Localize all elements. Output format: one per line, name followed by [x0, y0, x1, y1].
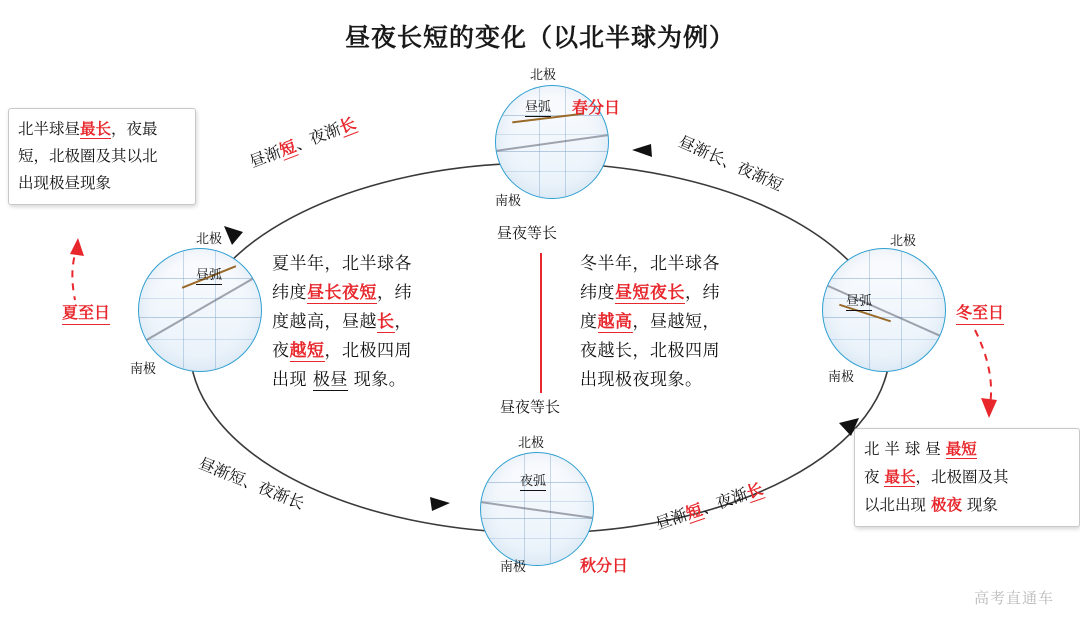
paragraph-winter-line-5: 出现极夜现象。: [580, 370, 703, 390]
paragraph-winter-line-3: 度越高，昼越短，: [580, 312, 720, 332]
label-summer-solstice: 夏至日: [62, 300, 110, 325]
callout-summer-solstice: [8, 108, 196, 205]
globe-winter-south-pole-label: 南极: [828, 370, 855, 385]
arrow-summer-callout: [72, 245, 78, 300]
globe-autumn-south-pole-label: 南极: [500, 560, 527, 575]
callout-summer-line-3: 出现极昼现象: [18, 174, 112, 192]
arrow-winter-callout: [975, 330, 991, 405]
label-spring-equinox: 春分日: [572, 98, 621, 117]
page-title: 昼夜长短的变化（以北半球为例）: [344, 23, 735, 52]
watermark: 高考直通车: [973, 589, 1054, 607]
paragraph-summer-line-4: 夜越短，北极四周: [272, 341, 412, 361]
paragraph-winter-line-2: 纬度昼短夜长，纬: [580, 283, 720, 303]
flow-label-bottom-left: 昼渐短、夜渐长: [196, 453, 308, 514]
globe-winter: [822, 248, 946, 372]
globe-spring-north-pole-label: 北极: [530, 68, 557, 83]
paragraph-winter-line-4: 夜越长，北极四周: [580, 341, 720, 361]
callout-summer-line-2: 短，北极圈及其以北: [18, 147, 158, 165]
globe-winter-north-pole-label: 北极: [890, 234, 917, 249]
paragraph-winter-half-year: [580, 250, 810, 395]
callout-summer-line-1: 北半球昼最长，夜最: [18, 119, 158, 138]
globe-summer-arc-label: 昼弧: [196, 268, 223, 283]
paragraph-summer-line-5: 出现 极昼 现象。: [272, 370, 407, 390]
paragraph-summer-line-1: 夏半年，北半球各: [272, 254, 412, 274]
orbit-arrow-top-left: [224, 226, 243, 245]
globe-spring-arc-label: 昼弧: [525, 100, 552, 115]
label-autumn-equinox: 秋分日: [580, 556, 629, 575]
paragraph-summer-half-year: [272, 250, 502, 395]
flow-label-top-left: 昼渐短、夜渐长: [246, 113, 359, 172]
center-divider: [540, 253, 542, 393]
label-equal-day-night-bottom: 昼夜等长: [500, 398, 561, 416]
callout-winter-line-3: 以北出现 极夜 现象: [864, 495, 998, 514]
globe-autumn-arc-label: 夜弧: [520, 474, 547, 489]
globe-summer-north-pole-label: 北极: [196, 232, 223, 247]
globe-summer-south-pole-label: 南极: [130, 362, 157, 377]
globe-spring-south-pole-label: 南极: [495, 194, 522, 209]
orbit-arrow-bottom-left: [430, 497, 450, 511]
callout-winter-line-2: 夜 最长，北极圈及其: [864, 467, 1009, 486]
globe-winter-arc-label: 昼弧: [846, 294, 873, 309]
orbit-arrow-top-right: [632, 144, 652, 157]
callout-winter-line-1: 北 半 球 昼 最短: [864, 439, 977, 458]
flow-label-bottom-right: 昼渐短、夜渐长: [653, 478, 766, 534]
globe-autumn-north-pole-label: 北极: [518, 436, 545, 451]
label-equal-day-night-top: 昼夜等长: [497, 224, 558, 242]
callout-winter-solstice: [854, 428, 1080, 527]
paragraph-winter-line-1: 冬半年，北半球各: [580, 254, 720, 274]
flow-label-top-right: 昼渐长、夜渐短: [675, 131, 786, 195]
paragraph-summer-line-3: 度越高，昼越长，: [272, 312, 412, 332]
label-winter-solstice: 冬至日: [956, 300, 1004, 325]
paragraph-summer-line-2: 纬度昼长夜短，纬: [272, 283, 412, 303]
